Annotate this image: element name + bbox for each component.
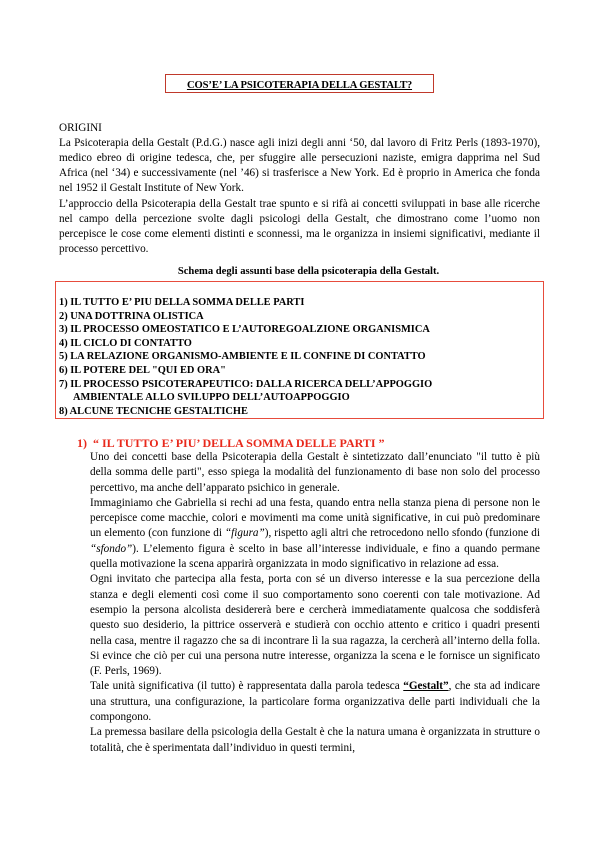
term-sfondo: “sfondo” [90,542,133,555]
section-1-heading [77,436,385,451]
text-run: ). L’elemento figura è scelto in base all’interesse individuale, e fino a quando permane quella motivazione la scena apparirà organizzata in modo significativo in relazione ad essa. [90,542,540,571]
page-title: COS’E’ LA PSICOTERAPIA DELLA GESTALT? [186,80,413,91]
section-1-paragraph-2 [90,496,540,572]
schema-item: 3) IL PROCESSO OMEOSTATICO E L’AUTOREGOALZIONE ORGANISMICA [59,324,430,336]
text-run: , che sta ad indicare una struttura, una configurazione, la particolare forma organizzativa delle parti individuali che la compongono. [90,680,540,724]
schema-list [59,296,432,418]
schema-item: 6) IL POTERE DEL "QUI ED ORA" [59,364,226,376]
origini-paragraph-2: L’approccio della Psicoterapia della Gestalt trae spunto e si rifà ai concetti sviluppati in base alle ricerche nel campo della percezione svolte dagli psicologi della Gestalt, che dimostrano come l’uomo non percepisce le cose come elementi distinti e sconnessi, ma le organizza in insiemi significativi, mediante il processo percettivo. [59,198,540,256]
section-1-number: 1) [77,436,87,450]
term-figura: “figura” [224,527,265,540]
schema-item: 7) IL PROCESSO PSICOTERAPEUTICO: DALLA RICERCA DELL’APPOGGIO [59,378,433,390]
schema-item-continuation: AMBIENTALE ALLO SVILUPPO DELL’AUTOAPPOGGIO [73,392,350,404]
text-run: Tale unità significativa (il tutto) è rappresentata dalla parola tedesca [90,680,404,693]
schema-title: Schema degli assunti base della psicoterapia della Gestalt. [177,266,440,277]
origini-heading: ORIGINI [59,122,102,134]
origini-paragraph-1: La Psicoterapia della Gestalt (P.d.G.) nasce agli inizi degli anni ‘50, dal lavoro di Fritz Perls (1893-1970), medico ebreo di origine tedesca, che, per sfuggire alle persecuzioni naziste, emigra dapprima nel Sud Africa (nel ‘34) e successivamente (nel ’46) si trasferisce a New York. Ed è proprio in America che fonda nel 1952 il Gestalt Institute of New York. [59,137,540,195]
schema-item: 5) LA RELAZIONE ORGANISMO-AMBIENTE E IL CONFINE DI CONTATTO [59,351,426,363]
schema-box [55,281,544,419]
text-run: Immaginiamo che Gabriella si rechi ad una festa, quando entra nella stanza piena di persone non le percepisce come macchie, colori e movimenti ma come unità significative, in cui può predominare un elemento (con funzione di [90,496,540,540]
schema-item: 4) IL CICLO DI CONTATTO [59,337,192,349]
title-box [165,74,434,93]
schema-item: 2) UNA DOTTRINA OLISTICA [59,310,204,322]
section-1-body [90,450,540,756]
text-run: ), rispetto agli altri che retrocedono nello sfondo (funzione di [264,527,540,540]
term-gestalt: “Gestalt” [403,680,449,693]
section-1-title: “ IL TUTTO E’ PIU’ DELLA SOMMA DELLE PARTI ” [93,436,385,450]
section-1-paragraph-1: Uno dei concetti base della Psicoterapia della Gestalt è sintetizzato dall’enunciato "il tutto è più della somma delle parti", esso spiega la modalità del funzionamento di base non solo del processo percettivo, ma anche dell’apparato psichico in generale. [90,451,540,494]
schema-item: 8) ALCUNE TECNICHE GESTALTICHE [59,405,248,417]
section-1-paragraph-3: Ogni invitato che partecipa alla festa, porta con sé un diverso interesse e la sua percezione della stanza e degli elementi così come il suo comportamento sono coerenti con tale motivazione. Ad esempio la persona alcolista desidererà bere e cercherà immediatamente qualcosa che soddisferà questo suo desiderio, la pittrice osserverà e studierà con occhio attento e critico i quadri presenti nella casa, mentre il ragazzo che sa di incontrare lì la sua ragazza, la cercherà all’interno della folla. Si evince che ciò per cui una persona nutre interesse, organizza la scena e le fornisce un significato (F. Perls, 1969). [90,573,540,678]
section-1-paragraph-5: La premessa basilare della psicologia della Gestalt è che la natura umana è organizzata in strutture o totalità, che è sperimentata dall’individuo in questi termini, [90,726,540,754]
section-1-paragraph-4 [90,679,540,725]
schema-item: 1) IL TUTTO E’ PIU DELLA SOMMA DELLE PARTI [59,297,305,308]
